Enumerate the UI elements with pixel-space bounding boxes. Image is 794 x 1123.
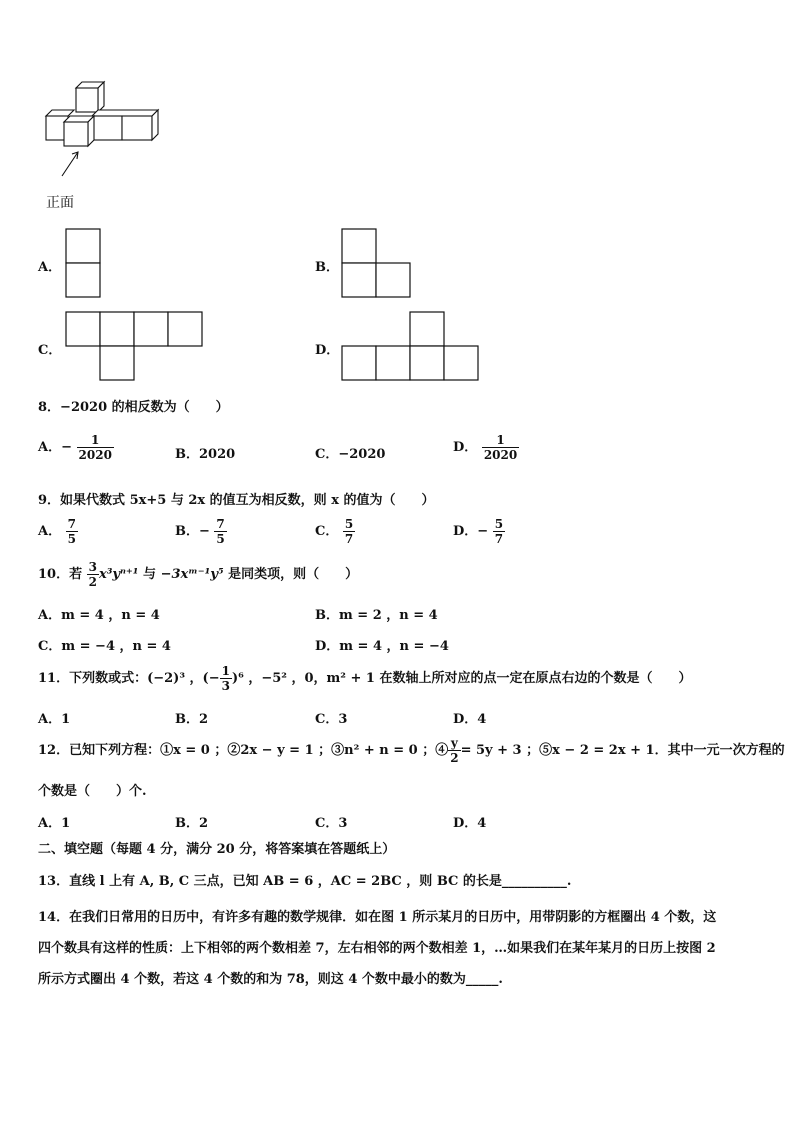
q9-b-label: B．− <box>175 524 210 539</box>
q10-stem <box>38 560 358 589</box>
q10-stem-post: 是同类项，则（ ） <box>228 567 359 582</box>
q10-term1: x³yⁿ⁺¹ <box>98 567 139 582</box>
q9-a-label: A． <box>38 524 62 539</box>
q10-mid: 与 <box>143 567 157 582</box>
q12-fraction: $\frac{y}{2}$ <box>450 736 459 765</box>
q10-fraction: $\frac{3}{2}$ <box>88 560 97 589</box>
q12-stem <box>38 736 785 765</box>
q9-option-c[interactable] <box>315 517 355 546</box>
q8-a-fraction: $\frac{1}{2020}$ <box>78 433 112 462</box>
q10-option-a[interactable]: A．m = 4 ，n = 4 <box>38 608 160 623</box>
q8-option-b[interactable]: B．2020 <box>175 447 236 462</box>
q10-stem-pre: 10．若 <box>38 567 83 582</box>
q12-option-a[interactable]: A．1 <box>38 816 71 831</box>
q11-fraction: $\frac{1}{3}$ <box>221 664 230 693</box>
q11-option-d[interactable]: D．4 <box>453 712 487 727</box>
q14-line1: 14．在我们日常用的日历中，有许多有趣的数学规律．如在图 1 所示某月的日历中，用带阴影的方框圈出 4 个数，这 <box>38 910 717 925</box>
q11-option-a[interactable]: A．1 <box>38 712 71 727</box>
q8-option-a[interactable] <box>38 433 114 462</box>
q10-option-d[interactable]: D．m = 4 ，n = −4 <box>315 639 449 654</box>
q7-option-c-figure <box>66 312 211 384</box>
q9-a-fraction: $\frac{7}{5}$ <box>67 517 76 546</box>
q10-term2: −3xᵐ⁻¹y⁵ <box>160 567 224 582</box>
q7-option-d-figure <box>342 312 487 384</box>
q9-stem: 9．如果代数式 5x+5 与 2x 的值互为相反数，则 x 的值为（ ） <box>38 493 435 508</box>
q11-option-c[interactable]: C．3 <box>315 712 348 727</box>
q12-option-d[interactable]: D．4 <box>453 816 487 831</box>
q12-stem-pre: 12．已知下列方程：①x = 0 ；②2x − y = 1 ；③n² + n = 0 ；④ <box>38 743 449 758</box>
q14-line2: 四个数具有这样的性质：上下相邻的两个数相差 7，左右相邻的两个数相差 1，…如果我们在某年某月的日历上按图 2 <box>38 941 716 956</box>
q8-a-label: A．− <box>38 440 72 455</box>
q9-c-label: C． <box>315 524 339 539</box>
q8-option-c[interactable]: C．−2020 <box>315 447 386 462</box>
section-title: 二、填空题（每题 4 分，满分 20 分，将答案填在答题纸上） <box>38 842 396 857</box>
q11-stem-post: )⁶ ，−5² ，0，m² + 1 在数轴上所对应的点一定在原点右边的个数是（ ） <box>231 671 692 686</box>
q14-line3: 所示方式圈出 4 个数，若这 4 个数的和为 78，则这 4 个数中最小的数为_____. <box>38 972 503 987</box>
q10-option-c[interactable]: C．m = −4 ，n = 4 <box>38 639 171 654</box>
q12-stem-post: = 5y + 3 ；⑤x − 2 = 2x + 1．其中一元一次方程的 <box>460 743 785 758</box>
q11-stem-pre: 11．下列数或式：(−2)³ ，(− <box>38 671 220 686</box>
q9-d-fraction: $\frac{5}{7}$ <box>494 517 504 546</box>
q7-option-a-label[interactable]: A． <box>38 260 62 275</box>
cube-arrangement-figure <box>38 80 168 200</box>
q7-option-d-label[interactable]: D． <box>315 343 340 358</box>
q8-stem: 8．−2020 的相反数为（ ） <box>38 400 229 415</box>
q9-option-b[interactable] <box>175 517 227 546</box>
q9-b-fraction: $\frac{7}{5}$ <box>216 517 225 546</box>
q9-option-a[interactable] <box>38 517 78 546</box>
q11-option-b[interactable]: B．2 <box>175 712 209 727</box>
q12-stem-line2: 个数是（ ）个. <box>38 784 147 799</box>
q11-stem <box>38 664 692 693</box>
q7-option-a-figure <box>66 229 106 299</box>
q13-text: 13．直线 l 上有 A, B, C 三点，已知 AB = 6 ，AC = 2BC ，则 BC 的长是__________. <box>38 874 572 889</box>
q7-option-c-label[interactable]: C． <box>38 343 62 358</box>
q9-c-fraction: $\frac{5}{7}$ <box>344 517 354 546</box>
q12-option-b[interactable]: B．2 <box>175 816 209 831</box>
q8-option-d[interactable] <box>453 433 519 462</box>
q10-option-b[interactable]: B．m = 2 ，n = 4 <box>315 608 438 623</box>
front-label: 正面 <box>46 195 74 211</box>
q8-d-fraction: $\frac{1}{2020}$ <box>483 433 518 462</box>
q9-option-d[interactable] <box>453 517 505 546</box>
q9-d-label: D．− <box>453 524 489 539</box>
q8-d-label: D． <box>453 440 478 455</box>
q7-option-b-figure <box>342 229 417 299</box>
q7-option-b-label[interactable]: B． <box>315 260 339 275</box>
q12-option-c[interactable]: C．3 <box>315 816 348 831</box>
